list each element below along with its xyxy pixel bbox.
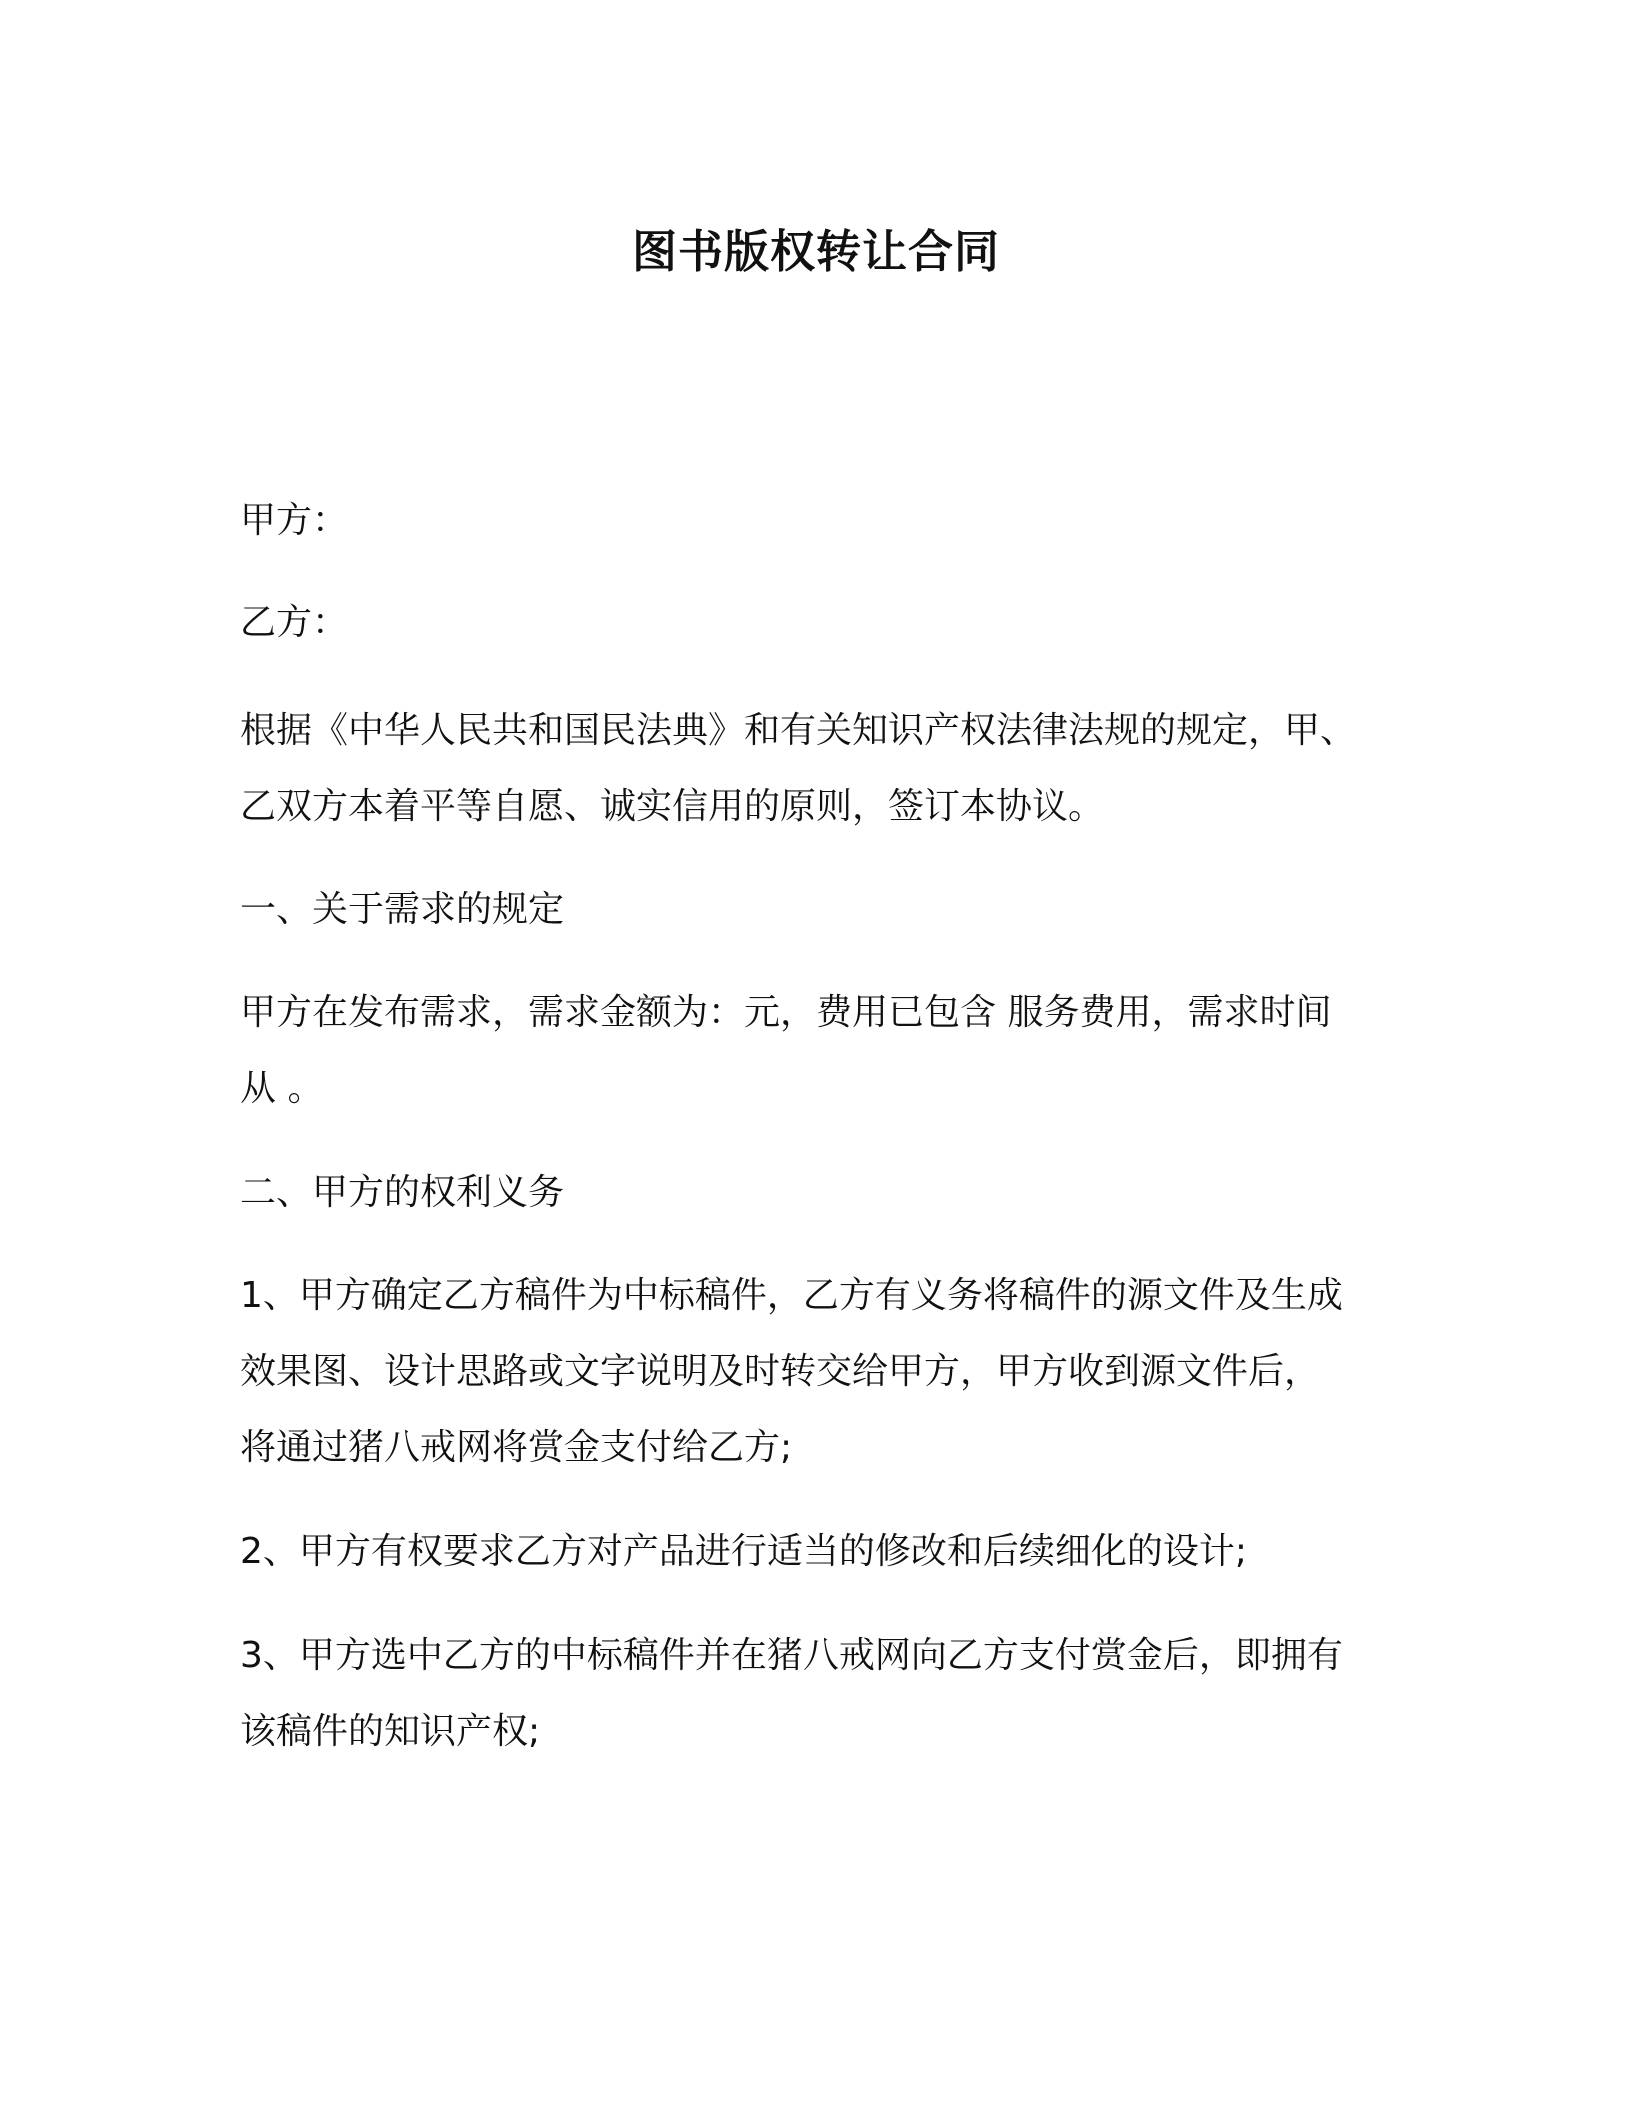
item-1-line-1: 1、甲方确定乙方稿件为中标稿件，乙方有义务将稿件的源文件及生成 (240, 1275, 1343, 1316)
item-1-line-2: 效果图、设计思路或文字说明及时转交给甲方，甲方收到源文件后， (240, 1351, 1321, 1392)
section-1-heading: 一、关于需求的规定 (240, 889, 565, 930)
section-1-body-line-2: 从 。 (240, 1068, 324, 1109)
item-2-line-1: 2、甲方有权要求乙方对产品进行适当的修改和后续细化的设计; (240, 1531, 1248, 1572)
document-title: 图书版权转让合同 (631, 225, 1000, 278)
item-1-line-3: 将通过猪八戒网将赏金支付给乙方; (240, 1427, 793, 1468)
intro-line-2: 乙双方本着平等自愿、诚实信用的原则，签订本协议。 (240, 786, 1105, 827)
item-3-line-2: 该稿件的知识产权; (240, 1711, 541, 1752)
intro-line-1: 根据《中华人民共和国民法典》和有关知识产权法律法规的规定，甲、 (240, 710, 1357, 751)
section-2-heading: 二、甲方的权利义务 (240, 1172, 565, 1213)
section-1-body-line-1: 甲方在发布需求，需求金额为：元，费用已包含 服务费用，需求时间 (240, 992, 1332, 1033)
party-b-label: 乙方： (240, 602, 349, 643)
party-a-label: 甲方： (240, 500, 349, 541)
item-3-line-1: 3、甲方选中乙方的中标稿件并在猪八戒网向乙方支付赏金后，即拥有 (240, 1635, 1343, 1676)
